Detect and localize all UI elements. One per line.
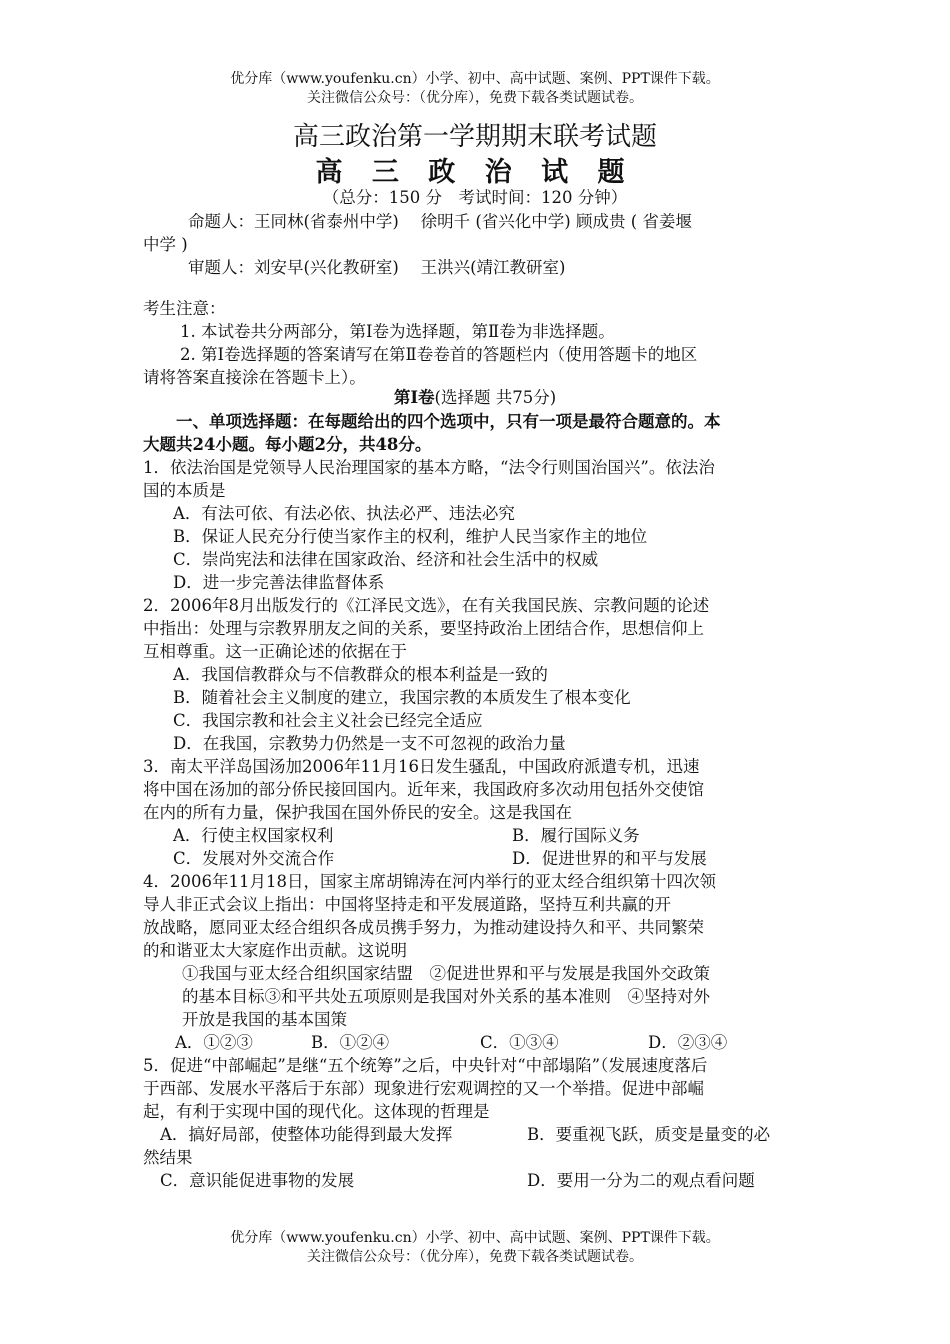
notice-item-1: 1. 本试卷共分两部分，第Ⅰ卷为选择题，第Ⅱ卷为非选择题。 bbox=[180, 322, 615, 341]
q1-option-b: B．保证人民充分行使当家作主的权利，维护人民当家作主的地位 bbox=[173, 527, 648, 546]
notice-item-2-cont: 请将答案直接涂在答题卡上）。 bbox=[143, 368, 366, 387]
footer-line-1: 优分库（www.youfenku.cn）小学、初中、高中试题、案例、PPT课件下载。 bbox=[230, 1230, 720, 1246]
q2-stem-cont: 中指出：处理与宗教界朋友之间的关系，要坚持政治上团结合作，思想信仰上 bbox=[143, 619, 704, 638]
reviewers-line: 审题人：刘安早(兴化教研室) 王洪兴(靖江教研室) bbox=[188, 258, 566, 277]
q2-option-a: A．我国信教群众与不信教群众的根本利益是一致的 bbox=[173, 665, 548, 684]
q4-statements-cont: 开放是我国的基本国策 bbox=[182, 1010, 347, 1029]
q4-statements-cont: 的基本目标③和平共处五项原则是我国对外关系的基本准则 ④坚持对外 bbox=[182, 987, 710, 1006]
q3-stem-cont: 在内的所有力量，保护我国在国外侨民的安全。这是我国在 bbox=[143, 803, 572, 822]
q2-stem-cont: 互相尊重。这一正确论述的依据在于 bbox=[143, 642, 407, 661]
q4-option-d: D．②③④ bbox=[648, 1033, 728, 1052]
q2-option-c: C．我国宗教和社会主义社会已经完全适应 bbox=[173, 711, 483, 730]
q5-option-b-cont: 然结果 bbox=[143, 1148, 193, 1167]
q3-option-b: B．履行国际义务 bbox=[512, 826, 640, 845]
q2-option-d: D．在我国，宗教势力仍然是一支不可忽视的政治力量 bbox=[173, 734, 566, 753]
q5-stem: 5．促进“中部崛起”是继“五个统筹”之后，中央针对“中部塌陷”（发展速度落后 bbox=[143, 1056, 708, 1075]
q3-option-c: C．发展对外交流合作 bbox=[173, 849, 335, 868]
q5-option-d: D．要用一分为二的观点看问题 bbox=[527, 1171, 755, 1190]
q3-stem: 3．南太平洋岛国汤加2006年11月16日发生骚乱，中国政府派遣专机，迅速 bbox=[143, 757, 700, 776]
q1-stem: 1．依法治国是党领导人民治理国家的基本方略，“法令行则国治国兴”。依法治 bbox=[143, 458, 715, 477]
authors-line-2: 中学 ) bbox=[143, 235, 188, 254]
section1-heading-cont: 大题共24小题。每小题2分，共48分。 bbox=[143, 435, 432, 454]
q1-option-d: D．进一步完善法律监督体系 bbox=[173, 573, 385, 592]
exam-info: （总分：150 分 考试时间：120 分钟） bbox=[322, 188, 628, 207]
header-line-1: 优分库（www.youfenku.cn）小学、初中、高中试题、案例、PPT课件下载。 bbox=[230, 71, 720, 87]
q4-option-c: C．①③④ bbox=[480, 1033, 559, 1052]
q1-option-c: C．崇尚宪法和法律在国家政治、经济和社会生活中的权威 bbox=[173, 550, 599, 569]
exam-title: 高三政治第一学期期末联考试题 bbox=[292, 122, 657, 152]
header-line-2: 关注微信公众号：（优分库），免费下载各类试题试卷。 bbox=[307, 90, 643, 106]
footer-line-2: 关注微信公众号：（优分库），免费下载各类试题试卷。 bbox=[307, 1249, 643, 1265]
q4-stem-cont: 放战略，愿同亚太经合组织各成员携手努力，为推动建设持久和平、共同繁荣 bbox=[143, 918, 704, 937]
q1-option-a: A．有法可依、有法必依、执法必严、违法必究 bbox=[173, 504, 515, 523]
q2-stem: 2．2006年8月出版发行的《江泽民文选》，在有关我国民族、宗教问题的论述 bbox=[143, 596, 710, 615]
q1-stem-cont: 国的本质是 bbox=[143, 481, 226, 500]
notice-title: 考生注意： bbox=[143, 299, 226, 318]
q5-stem-cont: 起，有利于实现中国的现代化。这体现的哲理是 bbox=[143, 1102, 490, 1121]
authors-line-1: 命题人：王同林(省泰州中学) 徐明千 (省兴化中学) 顾成贵 ( 省姜堰 bbox=[188, 212, 692, 231]
q5-option-a: A．搞好局部，使整体功能得到最大发挥 bbox=[160, 1125, 453, 1144]
q5-option-b: B．要重视飞跃，质变是量变的必 bbox=[527, 1125, 771, 1144]
q4-stem-cont: 导人非正式会议上指出：中国将坚持走和平发展道路，坚持互利共赢的开 bbox=[143, 895, 671, 914]
q4-stem: 4．2006年11月18日，国家主席胡锦涛在河内举行的亚太经合组织第十四次领 bbox=[143, 872, 716, 891]
q4-option-a: A．①②③ bbox=[175, 1033, 253, 1052]
q3-option-a: A．行使主权国家权利 bbox=[173, 826, 334, 845]
q2-option-b: B．随着社会主义制度的建立，我国宗教的本质发生了根本变化 bbox=[173, 688, 631, 707]
q3-option-d: D．促进世界的和平与发展 bbox=[512, 849, 707, 868]
notice-item-2: 2. 第Ⅰ卷选择题的答案请写在第Ⅱ卷卷首的答题栏内（使用答题卡的地区 bbox=[180, 345, 698, 364]
q5-stem-cont: 于西部、发展水平落后于东部）现象进行宏观调控的又一个举措。促进中部崛 bbox=[143, 1079, 704, 1098]
q4-statements: ①我国与亚太经合组织国家结盟 ②促进世界和平与发展是我国外交政策 bbox=[182, 964, 710, 983]
part1-subtitle: (选择题 共75分) bbox=[434, 388, 557, 407]
q4-stem-cont: 的和谐亚太大家庭作出贡献。这说明 bbox=[143, 941, 407, 960]
exam-subtitle: 高 三 政 治 试 题 bbox=[315, 157, 635, 188]
section1-heading: 一、单项选择题：在每题给出的四个选项中，只有一项是最符合题意的。本 bbox=[176, 412, 721, 431]
q3-stem-cont: 将中国在汤加的部分侨民接回国内。近年来，我国政府多次动用包括外交使馆 bbox=[143, 780, 704, 799]
part1-heading bbox=[0, 386, 950, 409]
q4-option-b: B．①②④ bbox=[311, 1033, 390, 1052]
q5-option-c: C．意识能促进事物的发展 bbox=[160, 1171, 355, 1190]
part1-title: 第Ⅰ卷 bbox=[393, 388, 435, 407]
